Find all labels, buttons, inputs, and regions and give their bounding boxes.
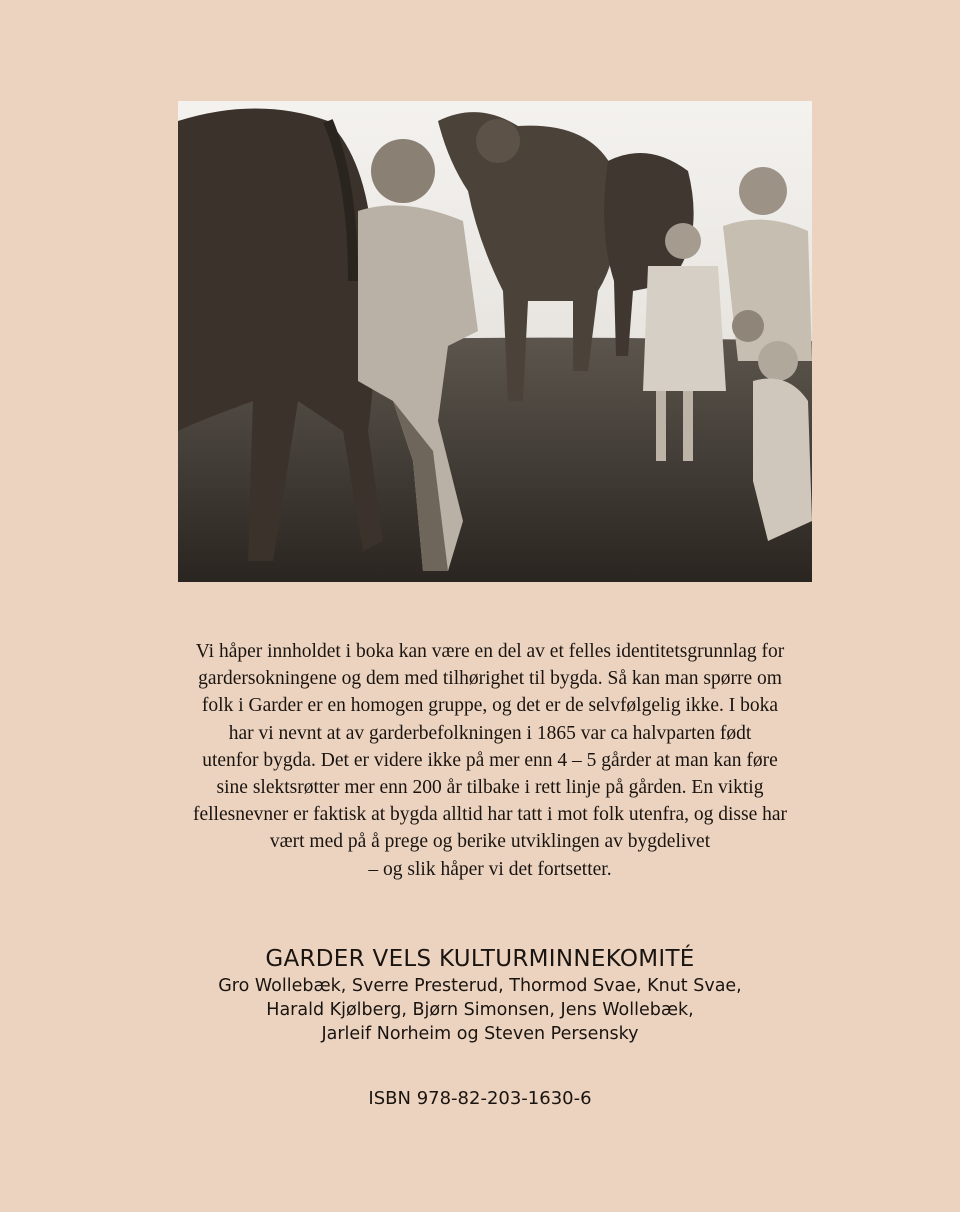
committee-members [80,974,880,1046]
isbn-number: ISBN 978-82-203-1630-6 [368,1088,592,1109]
farm-photo-illustration [178,101,812,582]
back-cover-blurb [130,638,850,883]
blurb-line: vært med på å prege og berike utviklingen av bygdelivet [269,831,711,853]
committee-name: GARDER VELS KULTURMINNEKOMITÉ [265,946,695,972]
blurb-line: – og slik håper vi det fortsetter. [368,858,612,880]
cover-photo [178,101,812,582]
blurb-line: har vi nevnt at av garderbefolkningen i 1865 var ca halvparten født [228,722,752,744]
blurb-line: sine slektsrøtter mer enn 200 år tilbake i rett linje på gården. En viktig [216,777,764,799]
blurb-line: folk i Garder er en homogen gruppe, og det er de selvfølgelig ikke. I boka [201,695,779,717]
blurb-line: utenfor bygda. Det er videre ikke på mer enn 4 – 5 gårder at man kan føre [202,749,778,771]
blurb-line: Vi håper innholdet i boka kan være en del av et felles identitetsgrunnlag for [195,641,785,662]
member-line: Gro Wollebæk, Sverre Presterud, Thormod Svae, Knut Svae, [218,976,742,996]
member-line: Jarleif Norheim og Steven Persensky [321,1024,639,1044]
member-line: Harald Kjølberg, Bjørn Simonsen, Jens Wollebæk, [266,1000,694,1020]
blurb-line: fellesnevner er faktisk at bygda alltid har tatt i mot folk utenfra, og disse har [192,804,788,826]
credits-block [80,944,880,1046]
blurb-line: gardersokningene og dem med tilhørighet til bygda. Så kan man spørre om [198,668,782,690]
